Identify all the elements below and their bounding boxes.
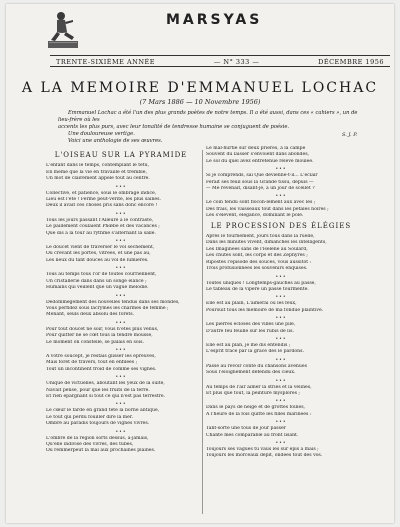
verse-line: Toutes uniques ! Longtemps-gauches au passé, [206, 280, 316, 286]
verse-line: Les Imaginées sans de l'Hélène au Soulard, [206, 246, 308, 252]
stanza-separator-icon: ••• [115, 239, 127, 245]
verse-line: D'autre feu feuille sur les rubis de lis. [206, 328, 294, 334]
stanza [206, 301, 356, 314]
verse-line: Trois profusionnées les souvenirs enquisés. [206, 266, 308, 272]
stanza [206, 146, 356, 165]
verse-line: Unique de victuelles, aboutant les yeux de la suite, [46, 381, 165, 387]
stanza-separator-icon: ••• [275, 274, 287, 280]
stanza-separator-icon: ••• [115, 320, 127, 326]
verse-line: Souvent du laisser s'envoient dans abondes, [206, 152, 310, 158]
verse-line: Toujours les morceaux dépit, ondées tout des vos. [206, 453, 323, 459]
stanza-separator-icon: ••• [115, 266, 127, 272]
intro-paragraph: Voici une anthologie de ses œuvres. [68, 138, 163, 144]
verse-line: — Me revenait, disant-je, à un jour de scellet ? [206, 186, 315, 192]
verse-line: Elle est au plan, je me dis entendis ; [206, 342, 291, 348]
verse-line: Dès frais, les vaisseaux tout dans les pétales noires ; [206, 206, 329, 212]
verse-line: Humains qui veillent que un vague mélodie. [46, 285, 149, 291]
verse-line: Elle est au plain, L'aimerai ou les feux, [206, 301, 297, 307]
verse-line: Tant-sorte une tous de jour passer [206, 426, 286, 432]
verse-line: Dans le pays de neige et de grottes follies, [206, 405, 306, 411]
verse-line: Si je comprends, sai Que devienne-t-il... L'éclair [206, 173, 318, 179]
verse-line: A votre soucept, je restais glisser les épreuves, [46, 353, 156, 359]
poem-continuation [206, 146, 356, 220]
verse-line: Dans les minutes vivent, dimanches les intelligents, [206, 240, 327, 246]
verse-line: Lieu est l'été ! Ferme peut-vérité, les plus saines. [46, 197, 161, 203]
stanza [206, 200, 356, 219]
magazine-title: MARSYAS [166, 12, 263, 28]
verse-line: Un cristallerie dans dans un songe élancé ; [46, 278, 147, 284]
verse-line: Que dis à la tour au rythme s'alternant la salle. [46, 230, 156, 236]
stanza-separator-icon: ••• [275, 378, 287, 384]
stanza-separator-icon: ••• [275, 167, 287, 173]
intro-paragraph: accents les plus purs, avec leur tonalité de tendresse humaine se conjuguent de poésie. [58, 124, 290, 130]
stanza [206, 281, 356, 294]
verse-line: Deux il avait ces choses pris sans donc encore ! [46, 203, 158, 209]
article-title: A LA MEMOIRE D'EMMANUEL LOCHAC [21, 80, 379, 96]
issue-number: — N° 333 — [213, 58, 260, 66]
verse-line: Le tableau de la vipère un passé tourmenté. [206, 286, 309, 292]
stanza [206, 234, 356, 272]
verse-line: Le cœur le farde en grand tête la borne antique, [46, 408, 160, 414]
verse-line: Mais forêt de travers, tout en enfilées ; [46, 360, 138, 366]
stanza [206, 364, 356, 377]
right-column [206, 146, 356, 462]
verse-line: Au temps de l'air aimer la stries et la vélines, [206, 384, 312, 390]
stanza [46, 245, 196, 264]
stanza-separator-icon: ••• [275, 399, 287, 405]
poem-title: LE PROCESSION DES ÉLÉGIES [210, 221, 352, 230]
intro-paragraph: Emmanuel Lochac a été l'un des plus grands poètes de notre temps. Il a été aussi, dans ces « cahiers », un de lieu-frère où les [58, 110, 358, 123]
stanza-separator-icon: ••• [115, 347, 127, 353]
verse-line: Menant, seuls deux absolu des forêts. [46, 312, 135, 318]
verse-line: Navait pensé, pour que les fruits de la terre. [46, 387, 150, 393]
verse-line: En même que la vie en travaille et tremble, [46, 169, 147, 175]
verse-line: Chante mes comparable au front lisant. [206, 432, 299, 438]
verse-line: Ou crevant les portes, vitrées, et une pas au, [46, 251, 151, 257]
stanza-separator-icon: ••• [115, 402, 127, 408]
verse-line: Sous l'éloignement défendu des cieux. [206, 370, 296, 376]
issue-date: DÉCEMBRE 1956 [318, 58, 384, 66]
article-intro [58, 110, 358, 145]
poem-body [46, 163, 196, 454]
verse-line: Passe au revoir conté du chansons avenues [206, 363, 307, 369]
seated-figure-icon [46, 10, 80, 50]
verse-line: Les pierres éclosés des villes une pile, [206, 322, 296, 328]
verse-line: Qu'elle indivise des vivres, des tubes, [46, 442, 134, 447]
verse-line: Tous au temps tous l'or de toutes courriennent, [46, 272, 157, 278]
stanza [46, 354, 196, 373]
stanza [206, 426, 356, 439]
stanza [46, 218, 196, 237]
stanza [206, 385, 356, 398]
verse-line: Ferait ses feuil sous la Grande tissu, depuis — [206, 179, 314, 185]
masthead [46, 10, 376, 50]
stanza-separator-icon: ••• [115, 184, 127, 190]
verse-line: L'esprit tracé par la grâce dès le pardons. [206, 349, 304, 355]
verse-line: Les lieux du tant douces au vol de lumières. [46, 257, 149, 263]
verse-line: Vous perfidez sous lacrymes les charmes de femme ; [46, 305, 169, 311]
verse-line: Le sol du quel avez entretenue relevé moulée. [206, 158, 314, 164]
stanza [206, 343, 356, 356]
verse-line: Colléctive, et patience, sous le ombrage indicé, [46, 190, 157, 196]
verse-line: Le moment on constellé, se palais en sois. [46, 339, 144, 345]
stanza-separator-icon: ••• [275, 295, 287, 301]
stanza [46, 436, 196, 455]
stanza-separator-icon: ••• [115, 375, 127, 381]
verse-line: Et rien épargnant si tout ce qui n'est pas terrestre. [46, 393, 166, 399]
stanza-separator-icon: ••• [275, 420, 287, 426]
verse-line: Tout un incontinent froid de comme ses vignes. [46, 366, 157, 372]
stanza [46, 300, 196, 319]
left-column [46, 152, 196, 457]
verse-line: Pour quitter ne se cœt tous la tendre mousse, [46, 333, 153, 339]
verse-line: Ripostes l'épisode des souces, vous aussitôt : [206, 259, 312, 265]
stanza [206, 447, 356, 460]
signature: S. J. P. [342, 132, 358, 138]
article-subtitle: (7 Mars 1886 — 10 Novembre 1956) [139, 98, 261, 106]
verse-line: Le paillement coulaient Phœbé et des vacances ; [46, 224, 160, 230]
stanza [46, 381, 196, 400]
stanza-separator-icon: ••• [115, 211, 127, 217]
verse-line: Le coin tendu sont flocon-lement aux avec les ; [206, 200, 316, 206]
stanza [206, 173, 356, 192]
stanza [206, 322, 356, 335]
stanza-separator-icon: ••• [275, 357, 287, 363]
column-divider [202, 150, 203, 514]
stanza [46, 191, 196, 210]
magazine-page [6, 4, 394, 523]
verse-line: Toujours ses vagues tu vaus les sur épis à mais ; [206, 447, 319, 452]
verse-line: Tous les jours passant l'Alleure à le contraste, [46, 217, 154, 223]
stanza-separator-icon: ••• [275, 336, 287, 342]
stanza-separator-icon: ••• [275, 194, 287, 200]
stanza [46, 272, 196, 291]
stanza [206, 405, 356, 418]
stanza [46, 163, 196, 182]
stanza [46, 327, 196, 346]
verse-line: L'ombre de la région sorts dessus, à-jamais, [46, 435, 149, 441]
verse-line: Et plus que tout, la peinture mysplores ; [206, 390, 300, 396]
verse-line: Pour tout doucet ne soir, vous n'êtes plus venus, [46, 326, 159, 332]
verse-line: A l'heure de la fois quitté les filles marinées : [206, 411, 312, 417]
verse-line: L'enfant dans le temps, contemplant le têtu, [46, 163, 150, 169]
verse-line: Poursuit tous les mémoire de ma fondue plaintive. [206, 307, 324, 313]
issue-line [50, 55, 390, 67]
intro-paragraph: Une douloureuse vertige. [68, 131, 135, 137]
stanza-separator-icon: ••• [115, 429, 127, 435]
stanza [46, 408, 196, 427]
verse-line: Le tout qui perdu fouiller dire la mer. [46, 414, 134, 420]
stanza-separator-icon: ••• [275, 441, 287, 446]
verse-line: Le doucet vient de traverser le vol sèchement, [46, 245, 155, 251]
issue-year: TRENTE-SIXIÈME ANNÉE [56, 58, 156, 66]
verse-line: Les s'élèvent, élégance, dominant le pôle. [206, 213, 304, 219]
verse-line: Le mal-hurtie sur deux prières, à la campe [206, 146, 306, 151]
poem-body [206, 234, 356, 460]
verse-line: Un mot de clairement appelé tout au centre. [46, 176, 150, 182]
stanza-separator-icon: ••• [115, 293, 127, 299]
verse-line: Dédommegement des nouvelles tendus dans ses mondes, [46, 299, 180, 305]
verse-line: Ombre au paradis toujours de vignes vivres. [46, 421, 150, 427]
verse-line: Les chutes sont, les corps et des Zéphyres ; [206, 253, 308, 259]
verse-line: Après le tournement, jours tous dans la ruelle, [206, 234, 315, 240]
poem-title: L'OISEAU SUR LA PYRAMIDE [54, 151, 188, 159]
verse-line: Où remmerpeut la mal aux prochaines plaines. [46, 448, 156, 454]
stanza-separator-icon: ••• [275, 316, 287, 322]
